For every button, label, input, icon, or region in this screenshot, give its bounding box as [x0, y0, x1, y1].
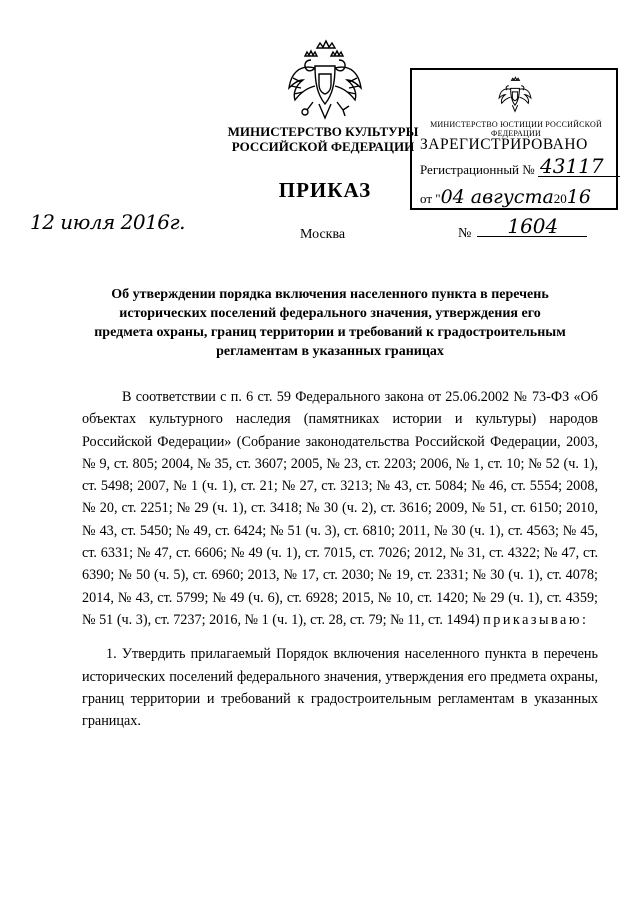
command-word: приказываю: [483, 611, 589, 628]
document-title: Об утверждении порядка включения населенного пункта в перечень исторических поселений федерального значения, утверждения его предмета охраны, границ территории и требований к градостроительным регламентам в указанных границах [94, 287, 566, 359]
coat-of-arms-icon [285, 38, 365, 124]
paragraph-item-1: 1. Утвердить прилагаемый Порядок включения населенного пункта в перечень исторических поселений федерального значения, утверждения его предмета охраны, границ территории и требований к градостроительным регламентам в указанных границах. [82, 646, 598, 730]
ministry-name [218, 124, 428, 154]
stamp-reg-label: Регистрационный № [420, 162, 535, 177]
stamp-agency: МИНИСТЕРСТВО ЮСТИЦИИ РОССИЙСКОЙ ФЕДЕРАЦИИ [430, 120, 602, 138]
stamp-date-prefix: от " [420, 191, 441, 206]
stamp-coat-of-arms-icon [497, 76, 533, 114]
stamp-date-handwritten: 04 августа [440, 186, 554, 208]
stamp-date-row [420, 186, 591, 208]
ministry-line-1: МИНИСТЕРСТВО КУЛЬТУРЫ [227, 124, 419, 139]
order-number-value: 1604 [507, 214, 559, 238]
stamp-reg-number: 43117 [540, 154, 604, 178]
order-number-label: № [458, 226, 472, 241]
order-number [458, 214, 587, 242]
paragraph-preamble [82, 386, 598, 631]
document-body [82, 386, 598, 732]
stamp-date-suffix: 20 [553, 191, 567, 206]
stamp-status: ЗАРЕГИСТРИРОВАНО [420, 136, 588, 153]
document-type: ПРИКАЗ [278, 178, 372, 202]
registration-stamp [410, 68, 618, 210]
handwritten-date: 12 июля 2016г. [30, 210, 185, 234]
city: Москва [300, 227, 346, 242]
ministry-line-2: РОССИЙСКОЙ ФЕДЕРАЦИИ [231, 139, 415, 154]
stamp-reg-number-row [420, 154, 604, 178]
preamble-text: В соответствии с п. 6 ст. 59 Федерального закона от 25.06.2002 № 73-ФЗ «Об объектах культурного наследия (памятниках истории и культуры) народов Российской Федерации» (Собрание законодательства Российской Федерации, 2003, № 9, ст. 805; 2004, № 35, ст. 3607; 2005, № 23, ст. 2203; 2006, № 1, ст. 10; № 52 (ч. 1), ст. 5498; 2007, № 1 (ч. 1), ст. 21; № 27, ст. 3213; № 43, ст. 5084; № 46, ст. 5554; 2008, № 20, ст. 2251; № 29 (ч. 1), ст. 3418; № 30 (ч. 2), ст. 3616; 2009, № 51, ст. 6150; 2010, № 43, ст. 5450; № 49, ст. 6424; № 51 (ч. 3), ст. 6810; 2011, № 30 (ч. 1), ст. 4563; № 45, ст. 6331; № 47, ст. 6606; № 49 (ч. 1), ст. 7015, ст. 7026; 2012, № 31, ст. 4322; № 47, ст. 6390; № 50 (ч. 5), ст. 6960; 2013, № 17, ст. 2030; № 19, ст. 2331; № 30 (ч. 1), ст. 4078; 2014, № 43, ст. 5799; № 49 (ч. 6), ст. 6928; 2015, № 10, ст. 1420; № 29 (ч. 1), ст. 4359; № 51 (ч. 3), ст. 7237; 2016, № 1 (ч. 1), ст. 28, ст. 79; № 11, ст. 1494) [82, 389, 598, 628]
stamp-date-year: 16 [566, 186, 591, 208]
